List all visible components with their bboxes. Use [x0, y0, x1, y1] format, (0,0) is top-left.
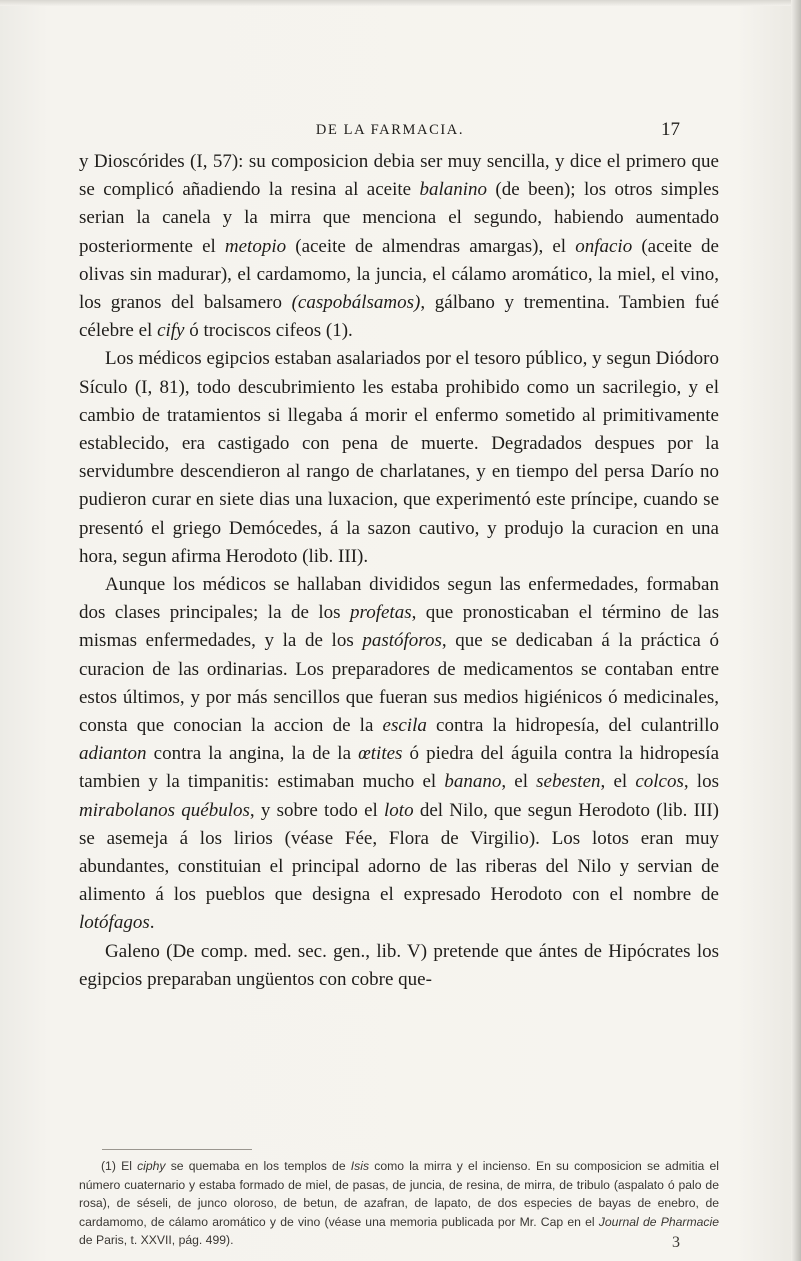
- page-number: 17: [661, 119, 680, 140]
- paragraph-galen: [79, 938, 719, 994]
- text-run: del Nilo, que segun Herodoto (lib. III) se asemeja á los lirios (véase Fée, Flora de Virgilio). Los lotos eran muy abundantes, constituian el principal adorno de las riberas del Nilo y servian de alimento á los pueblos que designa el expresado Herodoto con el nombre de: [79, 799, 719, 906]
- text-run: y Dioscórides (I, 57): su composicion debia ser muy sencilla, y dice el primero que se complicó añadiendo la resina al aceite: [79, 151, 719, 201]
- italic-term: profetas: [350, 602, 412, 624]
- footnote-rule: [102, 1149, 252, 1150]
- paragraph-continuation: [79, 148, 719, 345]
- text-run: (1) El: [101, 1159, 138, 1173]
- page-binding-shadow: [791, 0, 801, 1261]
- text-run: de Paris, t. XXVII, pág. 499).: [79, 1233, 234, 1248]
- footnote: [79, 1157, 719, 1250]
- italic-term: metopio: [224, 235, 287, 257]
- text-run: Los médicos egipcios estaban asalariados por el tesoro público, y segun Diódoro Sículo (I, 81), todo descubrimiento les estaba prohibido como un sacrilegio, y el cambio de tratamientos si llegaba á morir el enfermo sometido al primitivamente establecido, era castigado con pena de muerte. Degradados despues por la servidumbre descendieron al rango de charlatanes, y en tiempo del persa Darío no pudieron curar en siete dias una luxacion, que experimentó este príncipe, cuando se presentó el griego Demócedes, á la sazon cautivo, y produjo la curacion en una hora, segun afirma Herodoto (lib. III).: [79, 348, 719, 567]
- italic-term: sebesten: [536, 771, 601, 793]
- text-run: se quemaba en los templos de: [165, 1159, 351, 1173]
- text-run: ó trociscos cifeos (1).: [184, 320, 353, 342]
- italic-term: Journal de Pharmacie: [598, 1214, 719, 1229]
- italic-term: escila: [382, 715, 427, 737]
- text-run: contra la hidropesía, del culantrillo: [426, 715, 719, 737]
- text-run: , y sobre todo el: [249, 799, 385, 821]
- italic-term: colcos: [635, 771, 684, 793]
- paragraph-medical-classes: [79, 571, 719, 938]
- text-run: , que se dedicaban á la práctica ó curacion de las ordinarias. Los preparadores de medicamentos se contaban entre estos últimos, y por más sencillos que fueran sus medios higiénicos ó medicinales, consta que conocian la accion de la: [79, 630, 719, 737]
- text-run: , que pronosticaban el término de las mismas enfermedades, y la de los: [79, 602, 719, 652]
- text-run: contra la angina, la de la: [146, 743, 359, 765]
- text-run: como la mirra y el incienso. En su composicion se admitia el número cuaternario y estaba formado de miel, de pasas, de juncia, de resina, de mirra, de tribulo (aspalato ó palo de rosa), de séseli, de junco oloroso, de betun, de azafran, de lapato, de dos especies de bayas de enebro, de cardamomo, de cálamo aromático y de vino (véase una memoria publicada por Mr. Cap en el: [79, 1159, 719, 1229]
- paragraph-egyptian-physicians: [79, 345, 719, 571]
- text-run: , gálbano y trementina. Tambien fué célebre el: [79, 292, 719, 342]
- text-run: , el: [501, 771, 537, 793]
- printer-signature: 3: [672, 1234, 680, 1251]
- text-run: ó piedra del águila contra la hidropesía tambien y la timpanitis: estimaban mucho el: [79, 743, 719, 793]
- italic-term: balanino: [419, 179, 488, 201]
- body-text: [79, 148, 719, 994]
- page-top-shadow: [0, 0, 801, 6]
- italic-term: mirabolanos québulos: [79, 799, 250, 821]
- italic-term: adianton: [79, 743, 147, 765]
- text-run: (aceite de almendras amargas), el: [286, 235, 576, 257]
- text-run: (de been); los otros simples serian la canela y la mirra que menciona el segundo, habiendo aumentado posteriormente el: [79, 179, 719, 257]
- text-run: , los: [683, 771, 719, 793]
- page-header: [80, 119, 700, 146]
- italic-term: Isis: [350, 1159, 370, 1173]
- italic-term: ciphy: [137, 1159, 166, 1173]
- text-run: (aceite de olivas sin madurar), el cardamomo, la juncia, el cálamo aromático, la miel, el vino, los granos del balsamero: [79, 235, 719, 314]
- text-run: .: [149, 912, 155, 934]
- italic-term: loto: [384, 799, 414, 821]
- italic-term: cify: [157, 320, 185, 342]
- italic-term: œtites: [358, 743, 403, 765]
- italic-term: pastóforos: [362, 630, 442, 652]
- italic-term: onfacio: [575, 235, 633, 257]
- text-run: , el: [600, 771, 636, 793]
- running-title: DE LA FARMACIA.: [315, 122, 465, 138]
- text-run: Galeno (De comp. med. sec. gen., lib. V) pretende que ántes de Hipócrates los egipcios preparaban ungüentos con cobre que-: [79, 940, 719, 990]
- italic-term: (caspobálsamos): [291, 292, 421, 314]
- italic-term: banano: [444, 771, 502, 793]
- italic-term: lotófagos: [79, 912, 150, 934]
- text-run: Aunque los médicos se hallaban divididos segun las enfermedades, formaban dos clases principales; la de los: [79, 574, 719, 624]
